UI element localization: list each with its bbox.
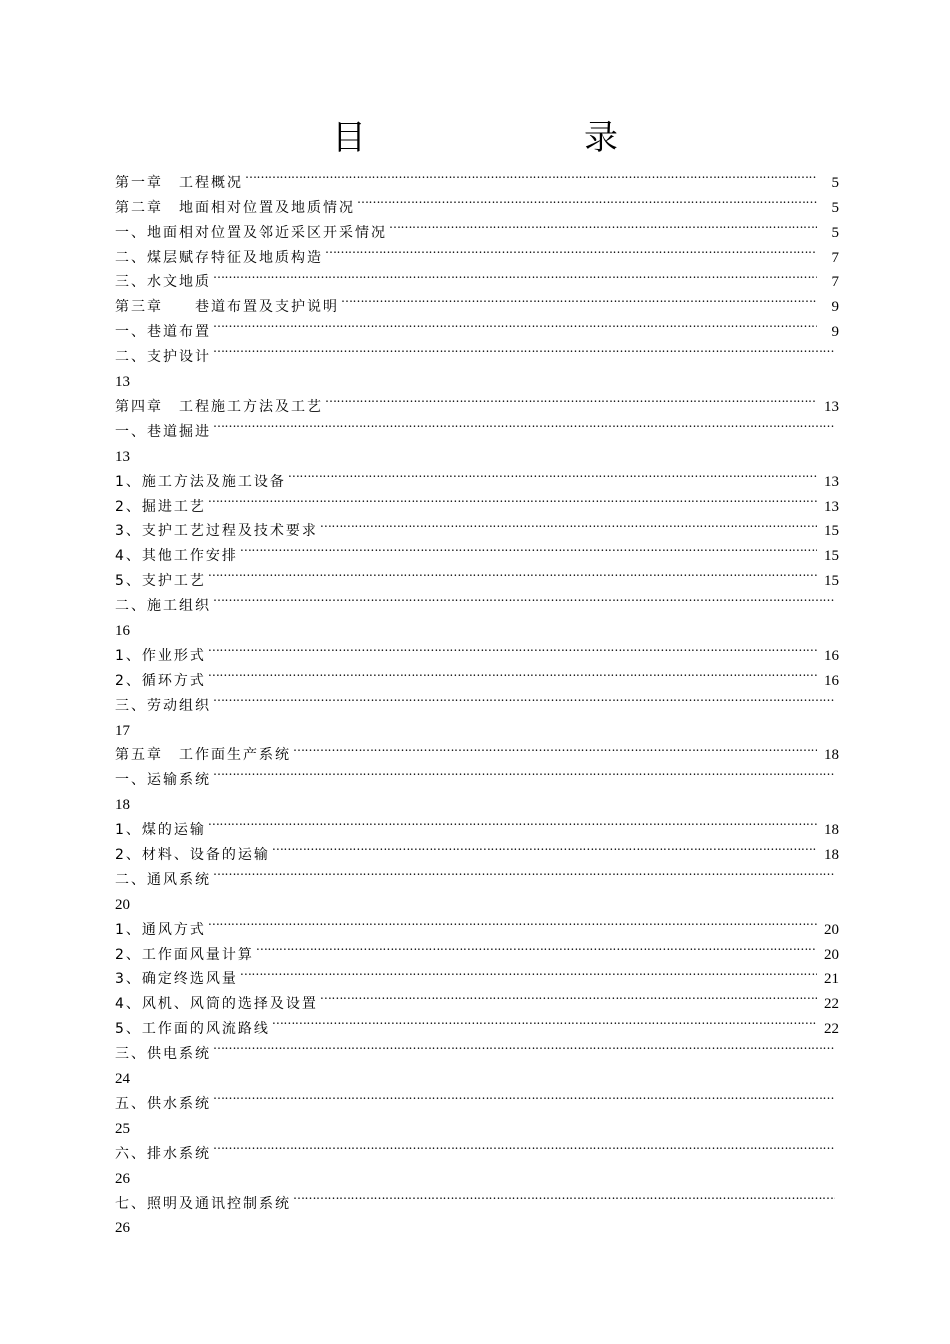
toc-entry[interactable] bbox=[115, 759, 839, 814]
toc-entry-page-number: 20 bbox=[824, 946, 839, 963]
dot-leader bbox=[213, 411, 835, 436]
toc-entry-label: 2、循环方式 bbox=[115, 672, 206, 689]
toc-entry-label: 4、其他工作安排 bbox=[115, 548, 238, 565]
dot-leader bbox=[293, 1183, 835, 1208]
dot-leader bbox=[213, 759, 835, 784]
toc-entry-page-number: 26 bbox=[115, 1170, 130, 1187]
toc-entry-page-number: 5 bbox=[831, 199, 839, 216]
dot-leader bbox=[240, 535, 817, 560]
toc-entry-page-number: 25 bbox=[115, 1120, 130, 1137]
toc-entry-page-number: 13 bbox=[115, 374, 130, 391]
dot-leader bbox=[213, 1033, 835, 1058]
toc-entry[interactable] bbox=[115, 1183, 839, 1237]
toc-entry-label: 3、支护工艺过程及技术要求 bbox=[115, 523, 318, 540]
toc-entry[interactable] bbox=[115, 336, 839, 391]
toc-entry[interactable] bbox=[115, 685, 839, 739]
toc-entry[interactable] bbox=[115, 461, 839, 490]
toc-entry-label: 第一章 工程概况 bbox=[115, 174, 243, 191]
toc-title: 目 录 bbox=[332, 118, 668, 158]
toc-entry-label: 1、施工方法及施工设备 bbox=[115, 473, 286, 490]
toc-entry-page-number: 16 bbox=[115, 622, 130, 639]
dot-leader bbox=[272, 834, 817, 859]
dot-leader bbox=[389, 212, 817, 237]
toc-entry-label: 三、劳动组织 bbox=[115, 697, 211, 714]
toc-entry-label: 5、工作面的风流路线 bbox=[115, 1021, 270, 1038]
toc-entry[interactable] bbox=[115, 511, 839, 540]
dot-leader bbox=[320, 511, 817, 536]
toc-entry-page-number: 5 bbox=[831, 174, 839, 191]
dot-leader bbox=[288, 461, 817, 486]
toc-entry-page-number: 13 bbox=[824, 398, 839, 415]
toc-entry-label: 2、掘进工艺 bbox=[115, 498, 206, 515]
toc-entry-page-number: 16 bbox=[824, 647, 839, 664]
toc-entry-label: 二、支护设计 bbox=[115, 349, 211, 366]
dot-leader bbox=[272, 1008, 817, 1033]
toc-entry[interactable] bbox=[115, 1033, 839, 1088]
dot-leader bbox=[208, 635, 817, 660]
toc-entry[interactable] bbox=[115, 286, 839, 316]
dot-leader bbox=[213, 685, 835, 710]
toc-entry-page-number: 26 bbox=[115, 1220, 130, 1237]
toc-entry-label: 第五章 工作面生产系统 bbox=[115, 747, 291, 764]
dot-leader bbox=[213, 262, 817, 287]
toc-entry-page-number: 18 bbox=[824, 747, 839, 764]
toc-entry-page-number: 7 bbox=[831, 274, 839, 291]
toc-entry[interactable] bbox=[115, 809, 839, 839]
toc-entry[interactable] bbox=[115, 386, 839, 415]
dot-leader bbox=[208, 809, 817, 834]
toc-entry-label: 第四章 工程施工方法及工艺 bbox=[115, 398, 323, 415]
toc-entry[interactable] bbox=[115, 635, 839, 664]
toc-entry-page-number: 18 bbox=[824, 847, 839, 864]
toc-entry-page-number: 13 bbox=[824, 473, 839, 490]
toc-entry-page-number: 13 bbox=[115, 448, 130, 465]
toc-entry-label: 二、煤层赋存特征及地质构造 bbox=[115, 249, 323, 266]
toc-entry[interactable] bbox=[115, 859, 839, 913]
toc-entry-label: 六、排水系统 bbox=[115, 1145, 211, 1162]
dot-leader bbox=[213, 1083, 835, 1108]
toc-entry-page-number: 21 bbox=[824, 971, 839, 988]
dot-leader bbox=[256, 934, 817, 959]
toc-entry-page-number: 13 bbox=[824, 498, 839, 515]
toc-entry-page-number: 22 bbox=[824, 996, 839, 1013]
toc-entry-page-number: 15 bbox=[824, 523, 839, 540]
toc-entry-page-number: 20 bbox=[824, 921, 839, 938]
toc-entry-label: 3、确定终选风量 bbox=[115, 971, 238, 988]
toc-entry[interactable] bbox=[115, 983, 839, 1013]
dot-leader bbox=[208, 486, 817, 511]
dot-leader bbox=[240, 959, 817, 984]
dot-leader bbox=[325, 386, 817, 411]
dot-leader bbox=[208, 560, 817, 585]
toc-entry[interactable] bbox=[115, 660, 839, 689]
toc-entry-page-number: 15 bbox=[824, 573, 839, 590]
dot-leader bbox=[213, 859, 835, 884]
toc-entry[interactable] bbox=[115, 311, 839, 341]
toc-entry[interactable] bbox=[115, 535, 839, 565]
toc-entry-label: 五、供水系统 bbox=[115, 1095, 211, 1112]
toc-entry-label: 2、工作面风量计算 bbox=[115, 946, 254, 963]
toc-entry-label: 1、作业形式 bbox=[115, 647, 206, 664]
toc-entry-label: 一、巷道布置 bbox=[115, 324, 211, 341]
dot-leader bbox=[357, 187, 817, 212]
toc-entry[interactable] bbox=[115, 1008, 839, 1038]
dot-leader bbox=[341, 286, 817, 311]
table-of-contents bbox=[115, 162, 839, 1237]
toc-entry-label: 一、地面相对位置及邻近采区开采情况 bbox=[115, 224, 387, 241]
dot-leader bbox=[213, 311, 817, 336]
toc-entry[interactable] bbox=[115, 237, 839, 266]
toc-entry-label: 1、通风方式 bbox=[115, 921, 206, 938]
toc-entry-label: 2、材料、设备的运输 bbox=[115, 847, 270, 864]
toc-entry-page-number: 18 bbox=[824, 822, 839, 839]
dot-leader bbox=[293, 735, 817, 760]
toc-entry-page-number: 18 bbox=[115, 797, 130, 814]
toc-entry-label: 三、水文地质 bbox=[115, 274, 211, 291]
toc-entry[interactable] bbox=[115, 1083, 839, 1137]
toc-entry-page-number: 7 bbox=[831, 249, 839, 266]
toc-entry[interactable] bbox=[115, 212, 839, 241]
toc-entry-label: 5、支护工艺 bbox=[115, 573, 206, 590]
toc-entry-label: 第二章 地面相对位置及地质情况 bbox=[115, 199, 355, 216]
toc-entry-page-number: 20 bbox=[115, 896, 130, 913]
dot-leader bbox=[213, 585, 835, 610]
toc-entry-page-number: 9 bbox=[831, 324, 839, 341]
toc-entry-page-number: 17 bbox=[115, 722, 130, 739]
toc-entry-page-number: 9 bbox=[831, 299, 839, 316]
dot-leader bbox=[325, 237, 817, 262]
dot-leader bbox=[208, 660, 817, 685]
toc-entry-label: 一、巷道掘进 bbox=[115, 423, 211, 440]
toc-entry[interactable] bbox=[115, 1133, 839, 1187]
toc-entry-page-number: 24 bbox=[115, 1071, 130, 1088]
toc-entry[interactable] bbox=[115, 262, 839, 291]
toc-entry[interactable] bbox=[115, 585, 839, 639]
dot-leader bbox=[213, 1133, 835, 1158]
toc-entry-label: 第三章 巷道布置及支护说明 bbox=[115, 299, 339, 316]
toc-entry[interactable] bbox=[115, 909, 839, 938]
toc-entry[interactable] bbox=[115, 834, 839, 864]
toc-entry-label: 二、通风系统 bbox=[115, 871, 211, 888]
toc-entry-page-number: 16 bbox=[824, 672, 839, 689]
toc-entry-label: 1、煤的运输 bbox=[115, 822, 206, 839]
toc-entry[interactable] bbox=[115, 560, 839, 590]
toc-entry[interactable] bbox=[115, 187, 839, 216]
toc-entry-label: 七、照明及通讯控制系统 bbox=[115, 1195, 291, 1212]
toc-entry-label: 三、供电系统 bbox=[115, 1046, 211, 1063]
dot-leader bbox=[320, 983, 817, 1008]
toc-entry-label: 一、运输系统 bbox=[115, 772, 211, 789]
toc-entry[interactable] bbox=[115, 959, 839, 988]
toc-entry-page-number: 22 bbox=[824, 1021, 839, 1038]
toc-entry[interactable] bbox=[115, 162, 839, 191]
toc-entry[interactable] bbox=[115, 411, 839, 465]
toc-entry-page-number: 5 bbox=[831, 224, 839, 241]
dot-leader bbox=[245, 162, 817, 187]
toc-entry-page-number: 15 bbox=[824, 548, 839, 565]
toc-entry-label: 二、施工组织 bbox=[115, 598, 211, 615]
dot-leader bbox=[208, 909, 817, 934]
toc-entry[interactable] bbox=[115, 735, 839, 764]
toc-entry[interactable] bbox=[115, 486, 839, 515]
dot-leader bbox=[213, 336, 835, 361]
toc-entry[interactable] bbox=[115, 934, 839, 963]
toc-entry-label: 4、风机、风筒的选择及设置 bbox=[115, 996, 318, 1013]
